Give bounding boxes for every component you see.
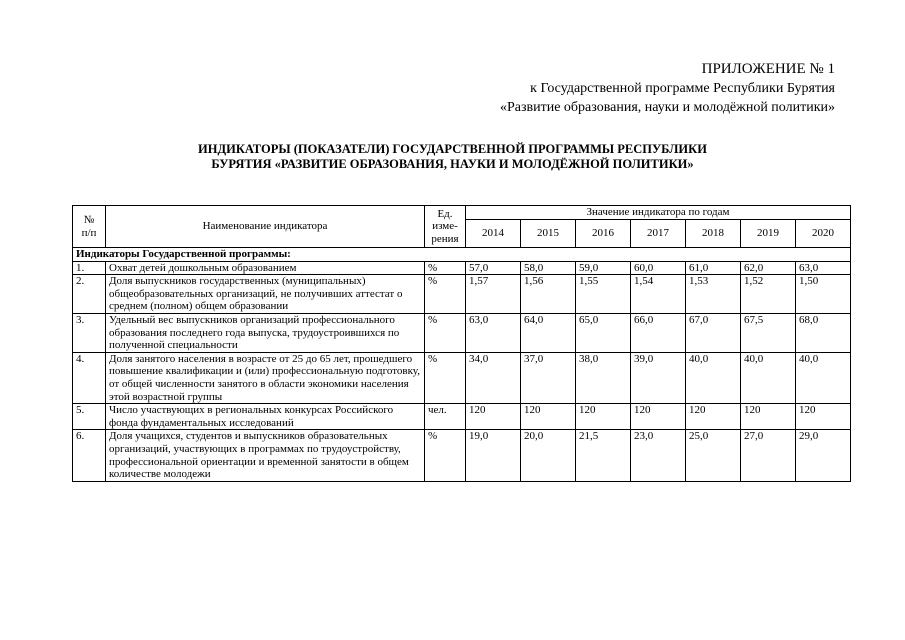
indicator-value-2015: 20,0: [521, 430, 576, 481]
indicator-value-2018: 1,53: [686, 275, 741, 314]
indicator-unit: %: [425, 261, 466, 275]
section-row: [73, 248, 851, 262]
indicator-value-2016: 1,55: [576, 275, 631, 314]
header-row: [73, 206, 851, 220]
indicator-name: Доля занятого населения в возрасте от 25 до 65 лет, прошедшего повышение квалификации и (или) профессиональную подготовку, от общей численности занятого в области экономики населения этой возрастной группы: [106, 352, 425, 403]
table-row: [73, 352, 851, 403]
indicator-value-2020: 1,50: [796, 275, 851, 314]
indicators-table: [72, 205, 851, 482]
indicator-value-2018: 40,0: [686, 352, 741, 403]
indicator-name: Доля учащихся, студентов и выпускников образовательных организаций, участвующих в программах по трудоустройству, профессиональной ориентации и временной занятости в общем количестве молодежи: [106, 430, 425, 481]
indicator-value-2020: 29,0: [796, 430, 851, 481]
indicator-value-2014: 120: [466, 404, 521, 430]
header-num-line2: п/п: [81, 226, 97, 239]
indicator-value-2014: 34,0: [466, 352, 521, 403]
indicator-value-2016: 65,0: [576, 313, 631, 352]
header-unit: [425, 206, 466, 248]
row-number: 6.: [73, 430, 106, 481]
annex-number: ПРИЛОЖЕНИЕ № 1: [701, 61, 835, 77]
table-row: [73, 404, 851, 430]
header-unit-line2: изме-: [432, 220, 458, 233]
header-years-group: Значение индикатора по годам: [466, 206, 851, 220]
indicator-value-2014: 1,57: [466, 275, 521, 314]
indicator-unit: %: [425, 275, 466, 314]
indicator-value-2018: 25,0: [686, 430, 741, 481]
indicator-value-2015: 58,0: [521, 261, 576, 275]
indicator-value-2019: 67,5: [741, 313, 796, 352]
indicator-name: Удельный вес выпускников организаций профессионального образования последнего года выпуска, трудоустроившихся по полученной специальности: [106, 313, 425, 352]
table-row: [73, 313, 851, 352]
indicator-value-2016: 38,0: [576, 352, 631, 403]
indicator-value-2017: 23,0: [631, 430, 686, 481]
indicator-name: Доля выпускников государственных (муниципальных) общеобразовательных организаций, не получивших аттестат о среднем (полном) общем образовании: [106, 275, 425, 314]
indicator-value-2017: 39,0: [631, 352, 686, 403]
header-name: Наименование индикатора: [106, 206, 425, 248]
row-number: 1.: [73, 261, 106, 275]
table-row: [73, 275, 851, 314]
indicator-value-2020: 120: [796, 404, 851, 430]
annex-block: [500, 60, 835, 117]
indicator-value-2020: 40,0: [796, 352, 851, 403]
indicator-value-2019: 40,0: [741, 352, 796, 403]
section-title: Индикаторы Государственной программы:: [73, 248, 851, 262]
indicator-value-2019: 120: [741, 404, 796, 430]
indicator-value-2020: 63,0: [796, 261, 851, 275]
indicator-value-2018: 61,0: [686, 261, 741, 275]
indicator-value-2015: 37,0: [521, 352, 576, 403]
indicator-value-2014: 57,0: [466, 261, 521, 275]
title-line-2: БУРЯТИЯ «РАЗВИТИЕ ОБРАЗОВАНИЯ, НАУКИ И МОЛОДЁЖНОЙ ПОЛИТИКИ»: [211, 157, 694, 171]
annex-program-ref: к Государственной программе Республики Бурятия: [530, 81, 835, 96]
indicator-value-2016: 120: [576, 404, 631, 430]
indicator-value-2017: 120: [631, 404, 686, 430]
indicator-name: Число участвующих в региональных конкурсах Российского фонда фундаментальных исследований: [106, 404, 425, 430]
document-title: [0, 142, 905, 172]
indicator-value-2017: 60,0: [631, 261, 686, 275]
indicator-value-2019: 62,0: [741, 261, 796, 275]
title-line-1: ИНДИКАТОРЫ (ПОКАЗАТЕЛИ) ГОСУДАРСТВЕННОЙ ПРОГРАММЫ РЕСПУБЛИКИ: [198, 142, 707, 156]
indicator-value-2015: 64,0: [521, 313, 576, 352]
header-year-2016: 2016: [576, 220, 631, 248]
indicator-name: Охват детей дошкольным образованием: [106, 261, 425, 275]
indicator-unit: чел.: [425, 404, 466, 430]
indicator-unit: %: [425, 352, 466, 403]
indicator-value-2018: 67,0: [686, 313, 741, 352]
indicator-unit: %: [425, 313, 466, 352]
indicator-value-2015: 1,56: [521, 275, 576, 314]
row-number: 3.: [73, 313, 106, 352]
indicator-unit: %: [425, 430, 466, 481]
row-number: 4.: [73, 352, 106, 403]
indicator-value-2018: 120: [686, 404, 741, 430]
indicator-value-2016: 21,5: [576, 430, 631, 481]
header-year-2018: 2018: [686, 220, 741, 248]
header-num-line1: №: [83, 213, 95, 226]
header-year-2015: 2015: [521, 220, 576, 248]
indicator-value-2019: 1,52: [741, 275, 796, 314]
table-row: [73, 261, 851, 275]
annex-program-name: «Развитие образования, науки и молодёжной политики»: [499, 100, 835, 115]
header-year-2019: 2019: [741, 220, 796, 248]
table-row: [73, 430, 851, 481]
row-number: 2.: [73, 275, 106, 314]
header-year-2014: 2014: [466, 220, 521, 248]
header-year-2020: 2020: [796, 220, 851, 248]
indicator-value-2015: 120: [521, 404, 576, 430]
indicator-value-2017: 66,0: [631, 313, 686, 352]
header-unit-line3: рения: [431, 232, 459, 245]
indicator-value-2016: 59,0: [576, 261, 631, 275]
indicator-value-2020: 68,0: [796, 313, 851, 352]
indicator-value-2017: 1,54: [631, 275, 686, 314]
header-num: [73, 206, 106, 248]
indicator-value-2014: 19,0: [466, 430, 521, 481]
header-year-2017: 2017: [631, 220, 686, 248]
header-unit-line1: Ед.: [437, 207, 453, 220]
indicator-value-2014: 63,0: [466, 313, 521, 352]
indicator-value-2019: 27,0: [741, 430, 796, 481]
row-number: 5.: [73, 404, 106, 430]
